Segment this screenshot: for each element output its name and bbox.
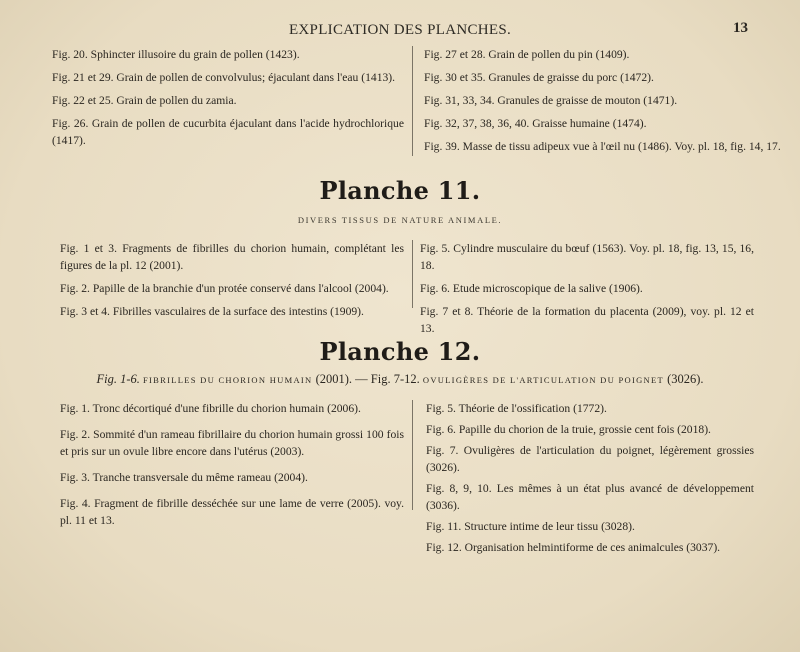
figure-caption: Fig. 3. Tranche transversale du même rameau (2004). <box>60 471 308 484</box>
figure-caption: Fig. 27 et 28. Grain de pollen du pin (1409). <box>424 48 630 61</box>
figure-caption: Fig. 1. Tronc décortiqué d'une fibrille du chorion humain (2006). <box>60 402 361 415</box>
figure-caption: Fig. 20. Sphincter illusoire du grain de pollen (1423). <box>52 48 300 61</box>
planche-12-left-column <box>60 400 404 535</box>
figure-caption: Fig. 31, 33, 34. Granules de graisse de mouton (1471). <box>424 94 678 107</box>
figure-caption: Fig. 21 et 29. Grain de pollen de convolvulus; éjaculant dans l'eau (1413). <box>52 71 396 84</box>
figure-caption: Fig. 32, 37, 38, 36, 40. Graisse humaine (1474). <box>424 117 647 130</box>
subtitle-fig-range-2: (2001). — Fig. 7-12. <box>315 372 420 386</box>
figure-caption: Fig. 12. Organisation helmintiforme de ces animalcules (3037). <box>426 541 721 554</box>
figure-caption: Fig. 22 et 25. Grain de pollen du zamia. <box>52 94 237 107</box>
figure-caption: Fig. 8, 9, 10. Les mêmes à un état plus avancé de développement (3036). <box>426 482 754 512</box>
column-divider <box>412 46 413 156</box>
figure-caption: Fig. 6. Etude microscopique de la salive (1906). <box>420 282 643 295</box>
subtitle-ref: (3026). <box>667 372 704 386</box>
running-header: EXPLICATION DES PLANCHES. <box>288 22 512 38</box>
figure-caption: Fig. 6. Papille du chorion de la truie, grossie cent fois (2018). <box>426 423 711 436</box>
figure-caption: Fig. 4. Fragment de fibrille desséchée sur une lame de verre (2005). voy. pl. 11 et 13. <box>60 497 404 527</box>
figure-caption: Fig. 3 et 4. Fibrilles vasculaires de la surface des intestins (1909). <box>60 305 364 318</box>
page-number: 13 <box>733 20 748 36</box>
figure-caption: Fig. 5. Théorie de l'ossification (1772). <box>426 402 607 415</box>
planche-12-subtitle <box>0 372 800 387</box>
planche-11-title: Planche 11. <box>319 176 481 205</box>
figure-caption: Fig. 2. Papille de la branchie d'un protée conservé dans l'alcool (2004). <box>60 282 389 295</box>
subtitle-topic-1: FIBRILLES DU CHORION HUMAIN <box>143 375 313 385</box>
top-right-column <box>424 46 781 161</box>
planche-11-right-column <box>420 240 754 343</box>
figure-caption: Fig. 5. Cylindre musculaire du bœuf (1563). Voy. pl. 18, fig. 13, 15, 16, 18. <box>420 242 754 272</box>
subtitle-topic-2: OVULIGÈRES DE L'ARTICULATION DU POIGNET <box>422 375 664 385</box>
planche-11-left-column <box>60 240 404 326</box>
figure-caption: Fig. 7. Ovuligères de l'articulation du poignet, légèrement grossies (3026). <box>426 444 754 474</box>
figure-caption: Fig. 1 et 3. Fragments de fibrilles du chorion humain, complétant les figures de la pl. 12 (2001). <box>60 242 404 272</box>
figure-caption: Fig. 7 et 8. Théorie de la formation du placenta (2009), voy. pl. 12 et 13. <box>420 305 754 335</box>
figure-caption: Fig. 26. Grain de pollen de cucurbita éjaculant dans l'acide hydrochlorique (1417). <box>52 117 404 147</box>
figure-caption: Fig. 11. Structure intime de leur tissu (3028). <box>426 520 635 533</box>
subtitle-fig-range-1: Fig. 1-6. <box>96 372 140 386</box>
planche-11-subtitle: DIVERS TISSUS DE NATURE ANIMALE. <box>297 215 503 225</box>
planche-12-right-column <box>426 400 754 560</box>
column-divider <box>412 400 413 510</box>
figure-caption: Fig. 30 et 35. Granules de graisse du porc (1472). <box>424 71 654 84</box>
top-left-column <box>52 46 404 155</box>
figure-caption: Fig. 2. Sommité d'un rameau fibrillaire du chorion humain grossi 100 fois et pris sur un ovule libre encore dans l'utérus (2003). <box>60 428 404 458</box>
figure-caption: Fig. 39. Masse de tissu adipeux vue à l'œil nu (1486). Voy. pl. 18, fig. 14, 17. <box>424 140 781 153</box>
column-divider <box>412 240 413 308</box>
planche-12-title: Planche 12. <box>319 337 481 366</box>
